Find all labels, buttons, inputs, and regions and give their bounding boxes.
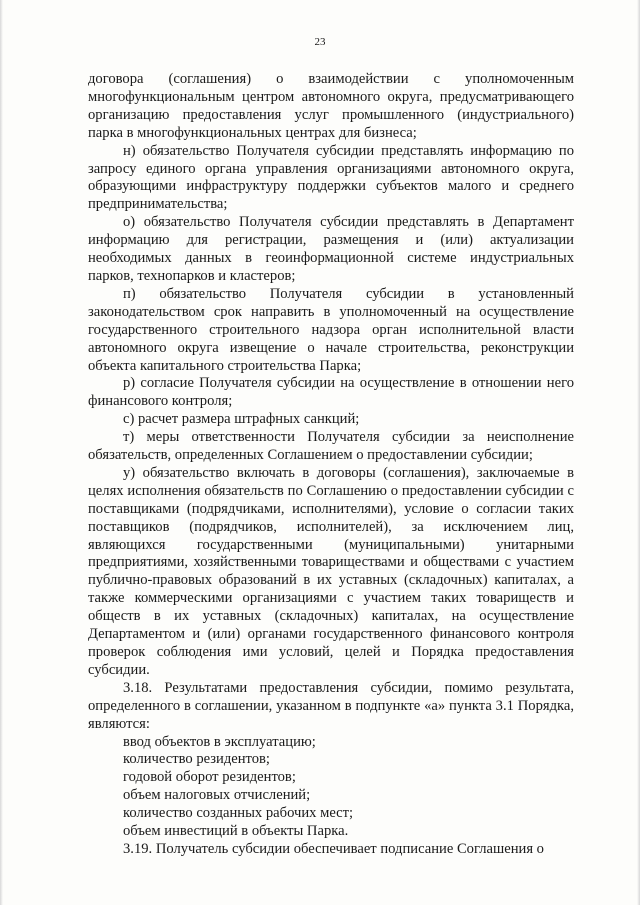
- paragraph-o: о) обязательство Получателя субсидии представлять в Департамент информацию для регистрации, размещения и (или) актуализации необходимых данных в геоинформационной системе индустриальных парков, технопарков и кластеров;: [88, 214, 574, 284]
- paragraph-u: у) обязательство включать в договоры (соглашения), заключаемые в целях исполнения обязательств по Соглашению о предоставлении субсидии с поставщиками (подрядчиками, исполнителями), условие о согласии таких поставщиков (подрядчиков, исполнителей), за исключением лиц, являющихся государственными (муниципальными) унитарными предприятиями, хозяйственными товариществами и обществами с участием публично-правовых образований в их уставных (складочных) капиталах, а также коммерческими организациями с участием таких товариществ и обществ в их уставных (складочных) капиталах, на осуществление Департаментом и (или) органами государственного финансового контроля проверок соблюдения ими условий, целей и Порядка предоставления субсидии.: [88, 464, 574, 678]
- scan-edge-left: [0, 0, 3, 905]
- paragraph-n: н) обязательство Получателя субсидии представлять информацию по запросу единого органа управления организациями автономного округа, образующими инфраструктуру поддержки субъектов малого и среднего предпринимательства;: [88, 142, 574, 213]
- document-body: [88, 71, 574, 859]
- paragraph-contract-continuation: договора (соглашения) о взаимодействии с уполномоченным многофункциональным центром автономного округа, предусматривающего организацию предоставления услуг промышленного (индустриального) парка в многофункциональных центрах для бизнеса;: [88, 71, 574, 141]
- page-number: 23: [314, 36, 326, 48]
- result-item: объем налоговых отчислений;: [123, 787, 311, 804]
- paragraph-3-18: 3.18. Результатами предоставления субсидии, помимо результата, определенного в соглашении, указанном в подпункте «а» пункта 3.1 Порядка, являются:: [88, 679, 574, 732]
- paragraph-t: т) меры ответственности Получателя субсидии за неисполнение обязательств, определенных Соглашением о предоставлении субсидии;: [88, 429, 574, 464]
- result-item: объем инвестиций в объекты Парка.: [123, 823, 349, 840]
- paragraph-s: с) расчет размера штрафных санкций;: [123, 411, 360, 428]
- result-item: количество созданных рабочих мест;: [123, 805, 354, 822]
- result-item: количество резидентов;: [123, 751, 270, 768]
- paragraph-p: п) обязательство Получателя субсидии в установленный законодательством срок направить в уполномоченный на осуществление государственного строительного надзора орган исполнительной власти автономного округа извещение о начале строительства, реконструкции объекта капитального строительства Парка;: [88, 285, 574, 374]
- result-item: годовой оборот резидентов;: [123, 769, 296, 786]
- paragraph-3-19: 3.19. Получатель субсидии обеспечивает подписание Соглашения о: [123, 840, 544, 857]
- paragraph-r: р) согласие Получателя субсидии на осуществление в отношении него финансового контроля;: [88, 375, 574, 410]
- result-item: ввод объектов в эксплуатацию;: [123, 733, 316, 750]
